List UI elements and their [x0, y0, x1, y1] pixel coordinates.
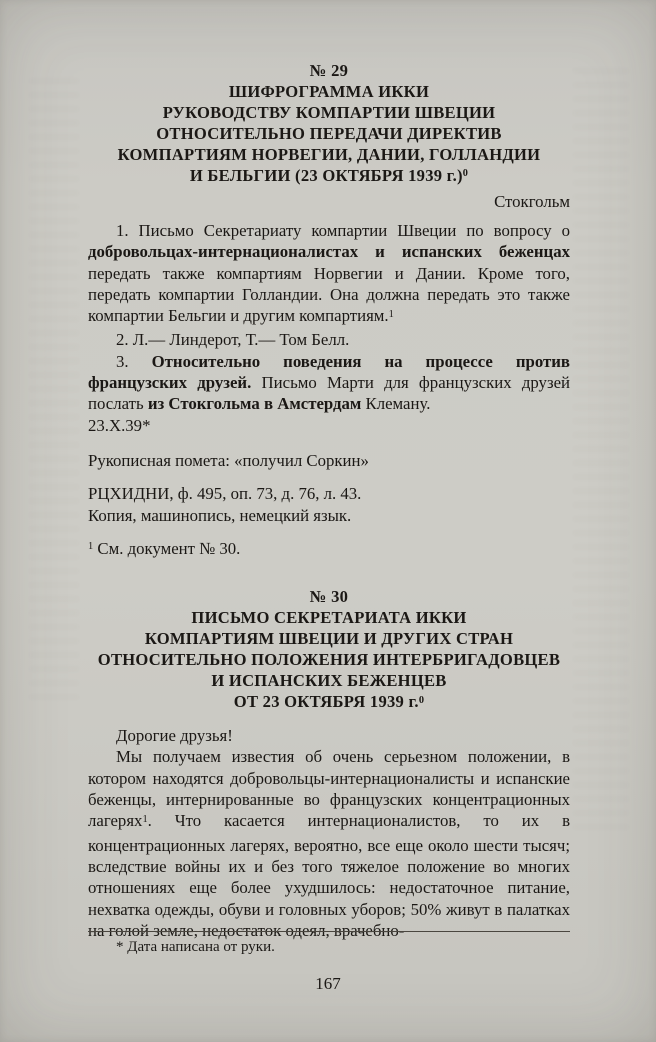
doc29-paragraph-3: 3. Относительно поведения на процессе против французских друзей. Письмо Марти для французских друзей послать из Стокгольма в Амстердам Клеману. [88, 351, 570, 414]
doc29-heading [88, 60, 570, 189]
doc29-number: № 29 [309, 61, 349, 80]
doc30-title-line-1: ПИСЬМО СЕКРЕТАРИАТА ИККИ [191, 608, 467, 628]
page-number: 167 [315, 974, 341, 993]
doc29-archive-reference: РЦХИДНИ, ф. 495, оп. 73, д. 76, л. 43. [88, 484, 362, 504]
page-footnote: * Дата написана от руки. [116, 939, 275, 955]
doc29-archive-block [88, 483, 570, 526]
doc29-title-line-1: ШИФРОГРАММА ИККИ [228, 82, 430, 101]
doc29-paragraph-1: 1. Письмо Секретариату компартии Швеции по вопросу о добровольцах-интернационалистах и испанских беженцах передать также компартиям Норвегии и Дании. Кроме того, передать компартии Голландии. Она должна передать это также компартии Бельгии и другим компартиям.$^1$ [88, 221, 570, 326]
doc29-date-line: 23.X.39* [88, 415, 151, 435]
doc30-title-line-4: И ИСПАНСКИХ БЕЖЕНЦЕВ [211, 671, 447, 691]
doc29-archive-description: Копия, машинопись, немецкий язык. [88, 505, 352, 525]
doc29-paragraph-2: 2. Л.— Линдерот, Т.— Том Белл. [116, 330, 350, 350]
doc29-footnote-reference: $^1$ См. документ № 30. [88, 538, 241, 558]
bleedthrough-artifact-left [30, 80, 78, 700]
footnote-block [88, 931, 570, 957]
doc30-number: № 30 [309, 587, 349, 607]
doc29-title-line-4: КОМПАРТИЯМ НОРВЕГИИ, ДАНИИ, ГОЛЛАНДИИ [117, 145, 541, 164]
doc30-salutation: Дорогие друзья! [116, 726, 233, 746]
doc30-heading [88, 586, 570, 715]
doc29-title-line-5: И БЕЛЬГИИ (23 ОКТЯБРЯ 1939 г.)$^0$ [189, 166, 469, 185]
doc29-handwritten-annotation: Рукописная помета: «получил Соркин» [88, 450, 369, 470]
doc29-title-line-2: РУКОВОДСТВУ КОМПАРТИИ ШВЕЦИИ [162, 103, 496, 122]
doc30-paragraph-1: Мы получаем известия об очень серьезном положении, в котором находятся добровольцы-интернационалисты и испанские беженцы, интернированные во французских концентрационных лагерях$^1$. Что касается интернационалистов, то их в концентрационных лагерях, вероятно, все еще около шести тысяч; вследствие войны их и без того тяжелое положение во многих отношениях еще более ухудшилось: недостаточное питание, нехватка одежды, обуви и головных уборов; 50% живут в палатках на голой земле, недостаток одеял, врачебно- [88, 747, 570, 940]
document-30-section [88, 586, 570, 941]
doc29-place: Стокгольм [494, 192, 570, 211]
bleedthrough-artifact-right [574, 70, 628, 830]
doc30-title-line-5: ОТ 23 ОКТЯБРЯ 1939 г.$^0$ [233, 692, 425, 712]
doc30-title-line-3: ОТНОСИТЕЛЬНО ПОЛОЖЕНИЯ ИНТЕРБРИГАДОВЦЕВ [97, 650, 561, 670]
footnote-separator [88, 931, 570, 932]
doc30-title-line-2: КОМПАРТИЯМ ШВЕЦИИ И ДРУГИХ СТРАН [144, 629, 514, 649]
document-29-section [88, 60, 570, 562]
doc29-title-line-3: ОТНОСИТЕЛЬНО ПЕРЕДАЧИ ДИРЕКТИВ [156, 124, 502, 143]
page-content [88, 60, 570, 941]
